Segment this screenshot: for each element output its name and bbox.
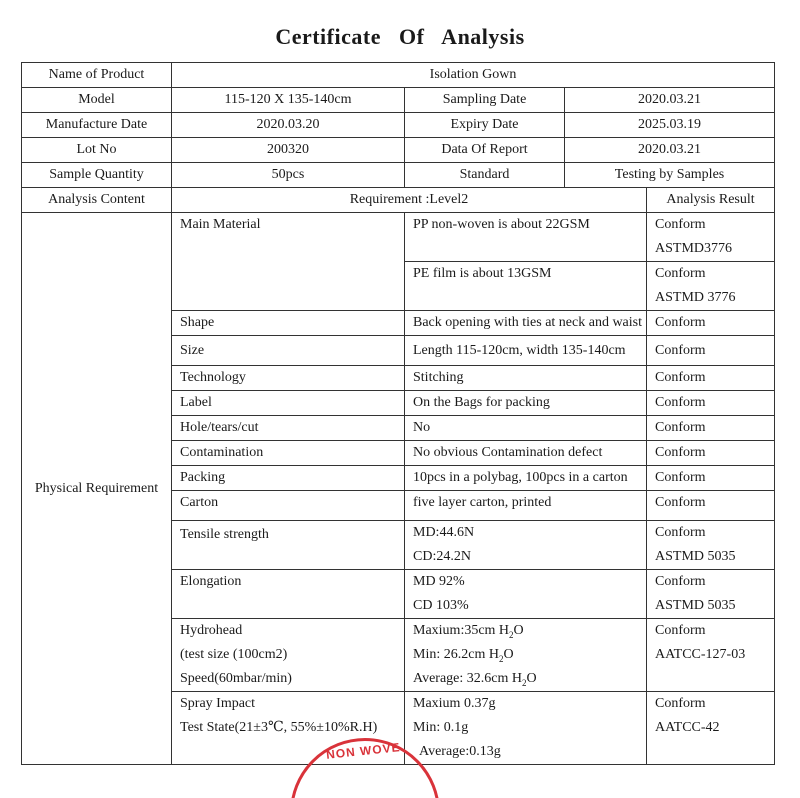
result-conform: Conform <box>655 217 706 232</box>
tensile-item: Tensile strength <box>172 521 405 570</box>
shape-req: Back opening with ties at neck and waist <box>405 311 647 336</box>
product-name-value: Isolation Gown <box>172 63 775 88</box>
technology-res: Conform <box>647 366 775 391</box>
product-name-label: Name of Product <box>22 63 172 88</box>
technology-req: Stitching <box>405 366 647 391</box>
hole-res: Conform <box>647 416 775 441</box>
sampling-date-label: Sampling Date <box>405 88 565 113</box>
packing-res: Conform <box>647 466 775 491</box>
size-item: Size <box>172 336 405 366</box>
hydrohead-speed: Speed(60mbar/min) <box>180 671 292 686</box>
manufacture-date-label: Manufacture Date <box>22 113 172 138</box>
contamination-req: No obvious Contamination defect <box>405 441 647 466</box>
sample-quantity-label: Sample Quantity <box>22 163 172 188</box>
label-item: Label <box>172 391 405 416</box>
size-res: Conform <box>647 336 775 366</box>
hydrohead-title: Hydrohead <box>180 623 243 638</box>
lot-no-value: 200320 <box>172 138 405 163</box>
elongation-res <box>647 570 775 619</box>
result-conform: Conform <box>655 525 706 540</box>
main-material-req-pp: PP non-woven is about 22GSM <box>405 213 647 262</box>
spray-req <box>405 692 647 765</box>
main-material-item: Main Material <box>172 213 405 311</box>
result-standard: ASTMD 5035 <box>655 598 736 613</box>
document-title: Certificate Of Analysis <box>275 24 525 49</box>
shape-item: Shape <box>172 311 405 336</box>
technology-item: Technology <box>172 366 405 391</box>
result-conform: Conform <box>655 696 706 711</box>
size-req: Length 115-120cm, width 135-140cm <box>405 336 647 366</box>
report-date-label: Data Of Report <box>405 138 565 163</box>
carton-req: five layer carton, printed <box>405 491 647 521</box>
contamination-item: Contamination <box>172 441 405 466</box>
hole-req: No <box>405 416 647 441</box>
result-standard: ASTMD3776 <box>655 241 733 256</box>
result-conform: Conform <box>655 574 706 589</box>
tensile-cd: CD:24.2N <box>413 549 471 564</box>
result-standard: AATCC-127-03 <box>655 647 746 662</box>
elongation-req <box>405 570 647 619</box>
elongation-item: Elongation <box>172 570 405 619</box>
spray-avg: Average:0.13g <box>419 744 501 759</box>
spray-max: Maxium 0.37g <box>413 696 496 711</box>
spray-min: Min: 0.1g <box>413 720 469 735</box>
packing-req: 10pcs in a polybag, 100pcs in a carton <box>405 466 647 491</box>
analysis-content-label: Analysis Content <box>22 188 172 213</box>
result-standard: ASTMD 5035 <box>655 549 736 564</box>
main-material-req-pe: PE film is about 13GSM <box>405 262 647 311</box>
label-res: Conform <box>647 391 775 416</box>
result-standard: AATCC-42 <box>655 720 720 735</box>
report-date-value: 2020.03.21 <box>565 138 775 163</box>
hydrohead-res <box>647 619 775 692</box>
stamp-text: NON WOVE <box>325 740 402 762</box>
hydrohead-min: Min: 26.2cm $H_2O$ <box>413 647 514 664</box>
hole-item: Hole/tears/cut <box>172 416 405 441</box>
elongation-md: MD 92% <box>413 574 465 589</box>
hydrohead-item <box>172 619 405 692</box>
spray-res <box>647 692 775 765</box>
model-label: Model <box>22 88 172 113</box>
spray-test-state: Test State(21±3℃, 55%±10%R.H) <box>180 720 378 735</box>
result-conform: Conform <box>655 266 706 281</box>
hydrohead-avg: Average: 32.6cm $H_2O$ <box>413 671 537 688</box>
hydrohead-req <box>405 619 647 692</box>
analysis-result-label: Analysis Result <box>647 188 775 213</box>
tensile-md: MD:44.6N <box>413 525 475 540</box>
hydrohead-test-size: (test size (100cm2) <box>180 647 288 662</box>
company-stamp <box>290 738 440 798</box>
packing-item: Packing <box>172 466 405 491</box>
model-value: 115-120 X 135-140cm <box>172 88 405 113</box>
coa-table <box>21 62 775 765</box>
lot-no-label: Lot No <box>22 138 172 163</box>
result-conform: Conform <box>655 623 706 638</box>
standard-label: Standard <box>405 163 565 188</box>
carton-res: Conform <box>647 491 775 521</box>
physical-requirement-label: Physical Requirement <box>22 213 172 765</box>
expiry-date-value: 2025.03.19 <box>565 113 775 138</box>
tensile-res <box>647 521 775 570</box>
carton-item: Carton <box>172 491 405 521</box>
sample-quantity-value: 50pcs <box>172 163 405 188</box>
contamination-res: Conform <box>647 441 775 466</box>
standard-value: Testing by Samples <box>565 163 775 188</box>
expiry-date-label: Expiry Date <box>405 113 565 138</box>
manufacture-date-value: 2020.03.20 <box>172 113 405 138</box>
requirement-label: Requirement :Level2 <box>172 188 647 213</box>
result-standard: ASTMD 3776 <box>655 290 736 305</box>
shape-res: Conform <box>647 311 775 336</box>
main-material-res-pe <box>647 262 775 311</box>
tensile-req <box>405 521 647 570</box>
sampling-date-value: 2020.03.21 <box>565 88 775 113</box>
main-material-res-pp <box>647 213 775 262</box>
hydrohead-max: Maxium:35cm $H_2O$ <box>413 623 524 640</box>
elongation-cd: CD 103% <box>413 598 469 613</box>
label-req: On the Bags for packing <box>405 391 647 416</box>
spray-title: Spray Impact <box>180 696 256 711</box>
